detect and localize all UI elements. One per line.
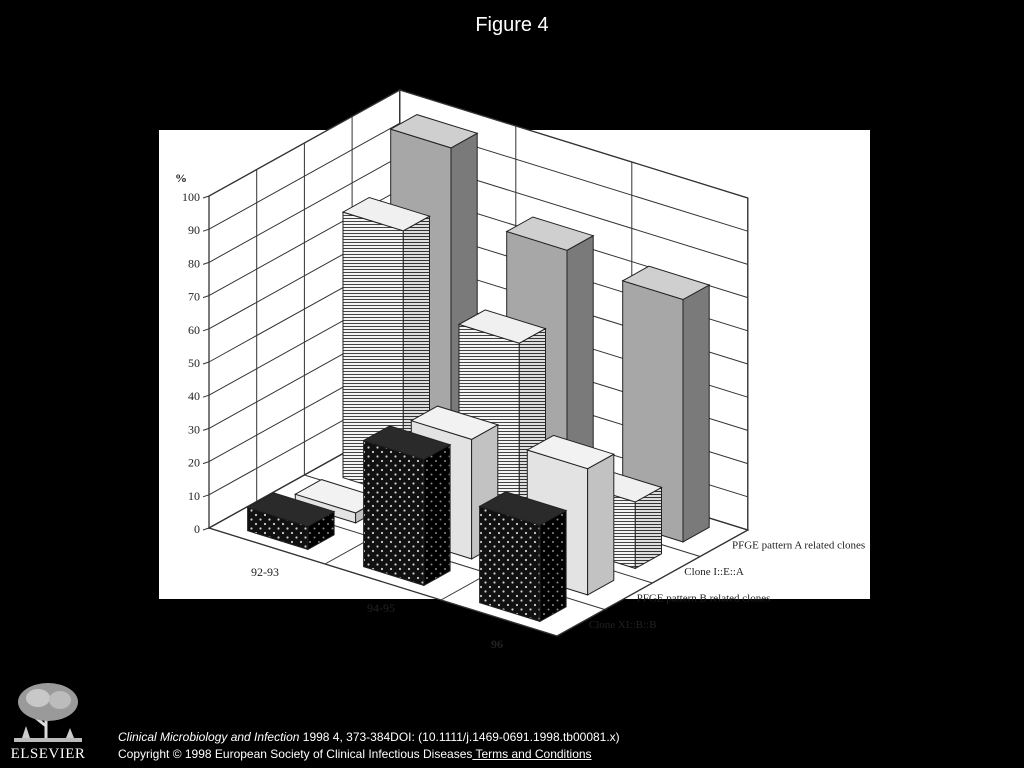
- y-tick-mark: [203, 528, 209, 530]
- bar-front-face: [364, 441, 424, 586]
- category-label: 96: [491, 637, 503, 651]
- y-tick-label: 60: [188, 322, 200, 337]
- y-tick-mark: [203, 462, 209, 464]
- category-label: 92-93: [251, 565, 279, 579]
- y-tick-label: 90: [188, 223, 200, 238]
- y-tick-label: 50: [188, 356, 200, 370]
- citation-details: 1998 4, 373-384DOI: (10.1111/j.1469-0691.1998.tb00081.x): [299, 730, 620, 744]
- y-tick-label: 30: [188, 422, 200, 437]
- y-tick-mark: [203, 296, 209, 298]
- y-tick-mark: [203, 395, 209, 397]
- y-axis-label: %: [175, 171, 187, 185]
- y-tick-label: 100: [182, 190, 200, 204]
- y-tick-label: 20: [188, 455, 200, 470]
- series-label: PFGE pattern B related clones: [636, 592, 771, 605]
- elsevier-wordmark: ELSEVIER: [10, 746, 86, 762]
- y-tick-label: 70: [188, 289, 200, 304]
- y-tick-label: 10: [188, 488, 200, 503]
- slide-title: Figure 4: [475, 14, 549, 36]
- figure-panel: [159, 130, 870, 651]
- y-tick-mark: [203, 329, 209, 331]
- bar-side-face: [683, 285, 709, 542]
- series-label: Clone XI::B::B: [588, 618, 657, 631]
- bar: [480, 492, 566, 622]
- y-tick-label: 40: [188, 389, 200, 404]
- y-tick-mark: [203, 362, 209, 364]
- y-tick-mark: [203, 495, 209, 497]
- series-label: Clone I::E::A: [684, 565, 744, 578]
- copyright-line: [118, 746, 620, 763]
- bar-front-face: [480, 506, 540, 621]
- y-tick-mark: [203, 428, 209, 430]
- chart-3d-bar: [159, 130, 870, 651]
- terms-and-conditions-link[interactable]: Terms and Conditions: [472, 747, 592, 761]
- bar-side-face: [540, 511, 566, 622]
- category-label: 94-95: [367, 601, 395, 615]
- journal-name: Clinical Microbiology and Infection: [118, 730, 300, 744]
- y-tick-label: 80: [188, 256, 200, 271]
- series-label: PFGE pattern A related clones: [732, 539, 866, 552]
- footer-citation: [118, 729, 620, 763]
- y-tick-mark: [203, 262, 209, 264]
- bar-side-face: [424, 445, 450, 586]
- citation-line: [118, 729, 620, 746]
- tree-icon: [8, 680, 88, 746]
- y-tick-mark: [203, 196, 209, 198]
- y-tick-label: 0: [194, 522, 200, 536]
- bar: [364, 426, 451, 586]
- copyright-text: Copyright © 1998 European Society of Clinical Infectious Diseases: [118, 747, 473, 761]
- bar-side-face: [588, 454, 614, 595]
- y-tick-mark: [203, 229, 209, 231]
- elsevier-logo: [8, 680, 88, 764]
